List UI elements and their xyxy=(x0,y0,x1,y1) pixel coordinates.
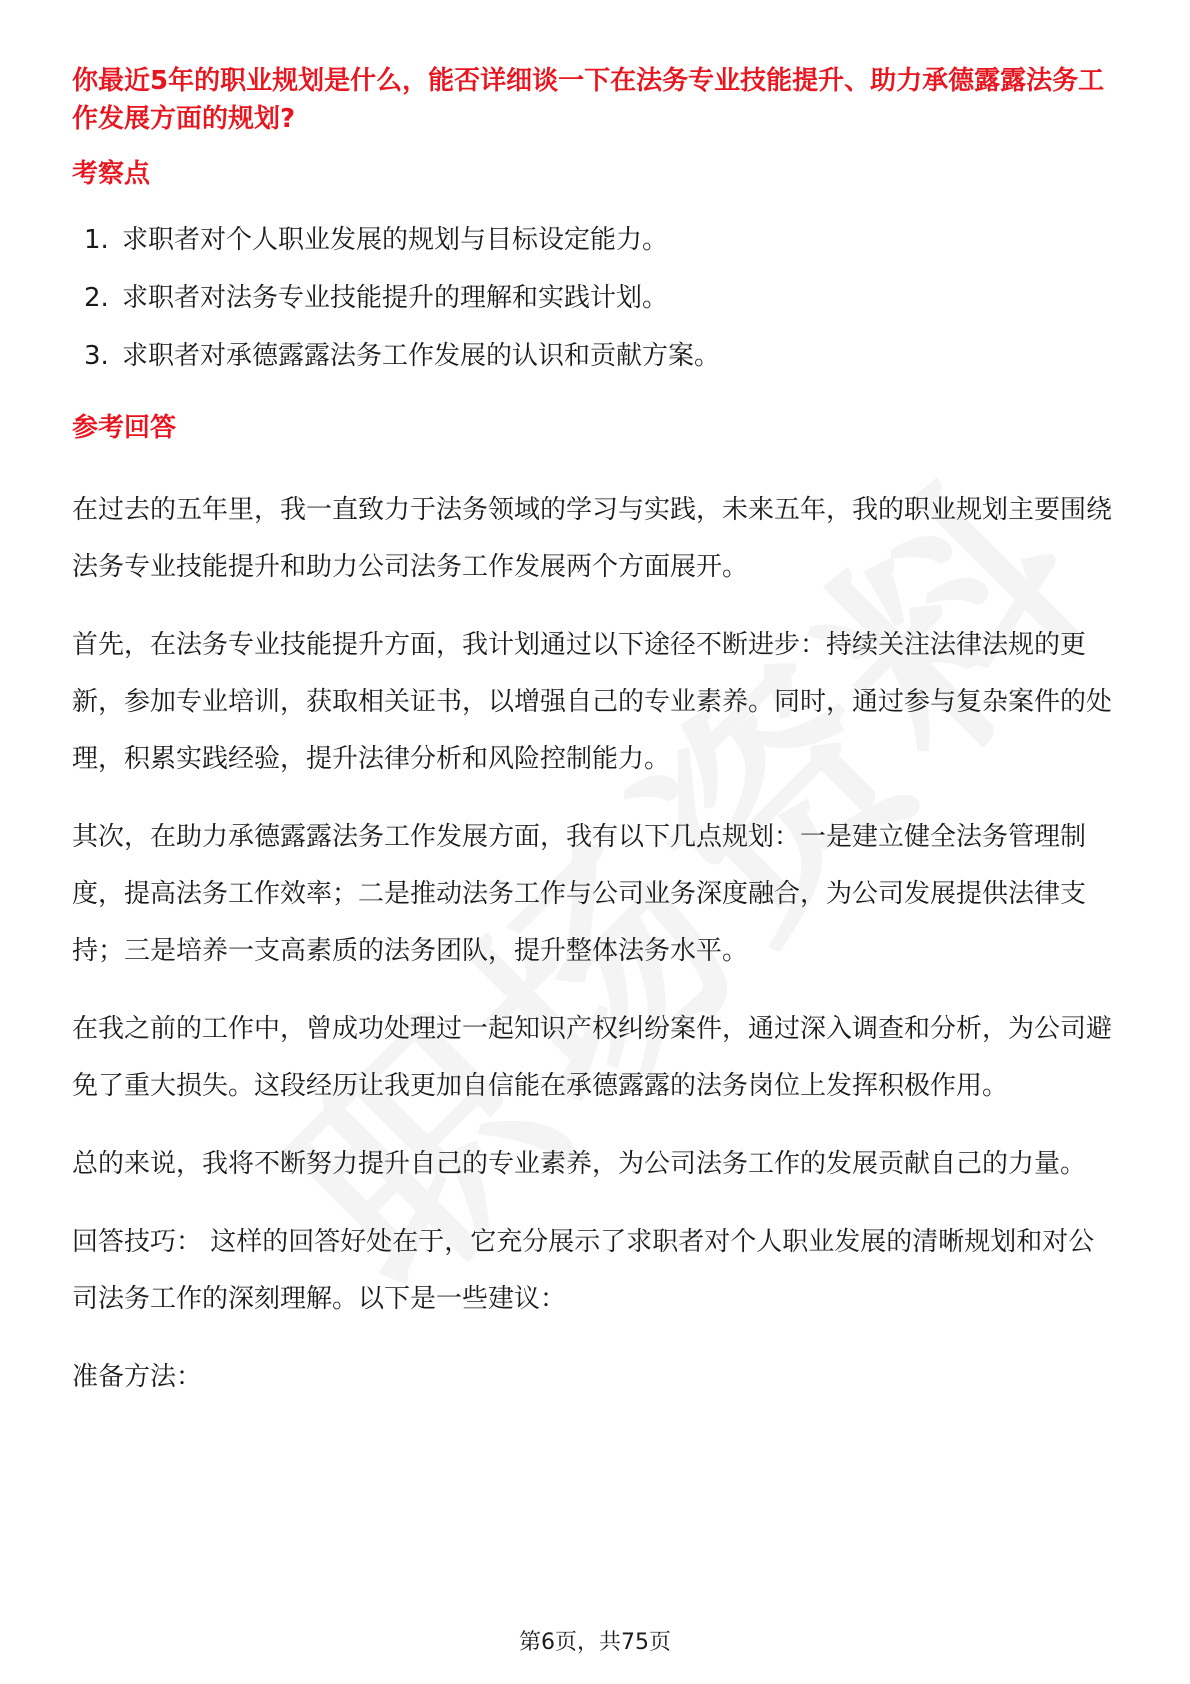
exam-points-list xyxy=(72,220,1120,376)
list-number: 1. xyxy=(84,225,109,255)
page-number-footer: 第6页，共75页 xyxy=(519,1630,671,1655)
answer-paragraph: 其次，在助力承德露露法务工作发展方面，我有以下几点规划：一是建立健全法务管理制度，提高法务工作效率；二是推动法务工作与公司业务深度融合，为公司发展提供法律支持；三是培养一支高素质的法务团队，提升整体法务水平。 xyxy=(72,822,1087,966)
answer-paragraph: 总的来说，我将不断努力提升自己的专业素养，为公司法务工作的发展贡献自己的力量。 xyxy=(72,1149,1087,1179)
reference-answer-title: 参考回答 xyxy=(72,413,177,443)
list-text: 求职者对个人职业发展的规划与目标设定能力。 xyxy=(122,225,669,255)
answer-paragraph: 首先，在法务专业技能提升方面，我计划通过以下途径不断进步：持续关注法律法规的更新，参加专业培训，获取相关证书，以增强自己的专业素养。同时，通过参与复杂案件的处理，积累实践经验，提升法律分析和风险控制能力。 xyxy=(72,630,1113,774)
list-item xyxy=(84,220,1120,260)
question-heading: 你最近5年的职业规划是什么，能否详细谈一下在法务专业技能提升、助力承德露露法务工作发展方面的规划? xyxy=(72,66,1105,134)
list-text: 求职者对法务专业技能提升的理解和实践计划。 xyxy=(122,283,669,313)
list-item xyxy=(84,336,1120,376)
list-number: 2. xyxy=(84,283,109,313)
list-text: 求职者对承德露露法务工作发展的认识和贡献方案。 xyxy=(122,341,721,371)
list-item xyxy=(84,278,1120,318)
answer-tips-paragraph: 回答技巧： 这样的回答好处在于，它充分展示了求职者对个人职业发展的清晰规划和对公司法务工作的深刻理解。以下是一些建议： xyxy=(72,1227,1095,1314)
document-page xyxy=(72,62,1120,1406)
answer-paragraph: 在我之前的工作中，曾成功处理过一起知识产权纠纷案件，通过深入调查和分析，为公司避免了重大损失。这段经历让我更加自信能在承德露露的法务岗位上发挥积极作用。 xyxy=(72,1014,1113,1101)
list-number: 3. xyxy=(84,341,109,371)
answer-paragraph: 在过去的五年里，我一直致力于法务领域的学习与实践，未来五年，我的职业规划主要围绕法务专业技能提升和助力公司法务工作发展两个方面展开。 xyxy=(72,495,1113,582)
exam-points-title: 考察点 xyxy=(72,159,151,189)
preparation-method-label: 准备方法： xyxy=(72,1362,203,1392)
